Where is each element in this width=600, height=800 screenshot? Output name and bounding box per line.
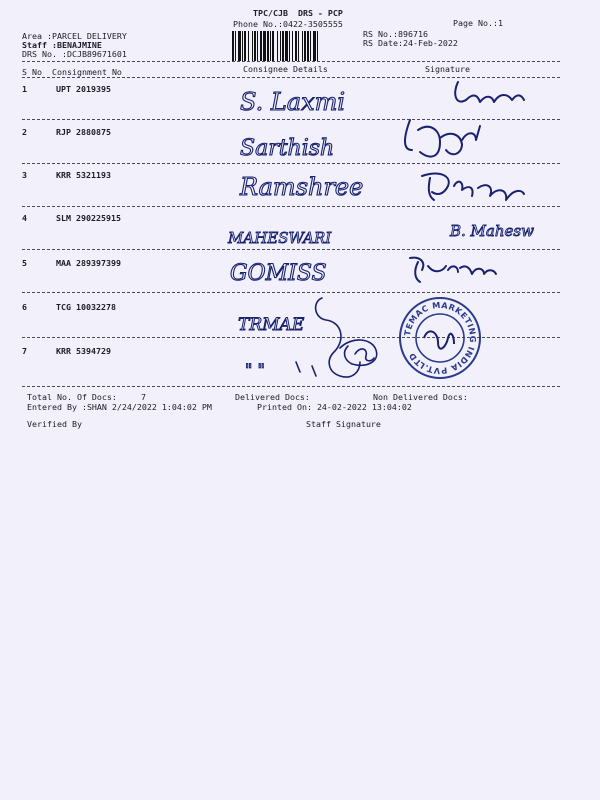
document-title: TPC/CJB DRS - PCP: [253, 8, 343, 18]
area-label: Area :PARCEL DELIVERY: [22, 31, 127, 41]
svg-text:TEMAC MARKETING INDIA PVT.LTD: [402, 300, 478, 376]
signature-scribble: [410, 258, 496, 282]
staff-label: Staff :BENAJMINE: [22, 40, 102, 50]
row-consignment-no: UPT 2019395: [56, 84, 111, 94]
row-consignment-no: KRR 5321193: [56, 170, 111, 180]
delivered-docs-label: Delivered Docs:: [235, 392, 310, 402]
row-sno: 3: [22, 170, 27, 180]
consignee-handwritten-1: S. Laxmi: [240, 88, 346, 116]
consignee-handwritten-2: Sarthish: [240, 136, 335, 161]
row-sno: 6: [22, 302, 27, 312]
row-sno: 1: [22, 84, 27, 94]
row-sno: 4: [22, 213, 27, 223]
rs-number: RS No.:896716: [363, 29, 428, 39]
verified-by-label: Verified By: [27, 419, 82, 429]
phone-number: Phone No.:0422-3505555: [233, 19, 343, 29]
staff-signature-label: Staff Signature: [306, 419, 381, 429]
consignee-handwritten-6: TRMAE: [238, 315, 305, 335]
entered-by: Entered By :SHAN 2/24/2022 1:04:02 PM: [27, 402, 212, 412]
column-header-consignment: Consignment No: [52, 67, 122, 77]
loop-mark: [296, 298, 377, 377]
rs-date: RS Date:24-Feb-2022: [363, 38, 458, 48]
total-docs-label: Total No. Of Docs:: [27, 392, 117, 402]
consignee-handwritten-5: GOMISS: [230, 261, 327, 286]
row-consignment-no: RJP 2880875: [56, 127, 111, 137]
row-consignment-no: TCG 10032278: [56, 302, 116, 312]
signature-handwritten-4: B. Mahesw: [450, 222, 534, 240]
total-docs-value: 7: [141, 392, 146, 402]
consignee-handwritten-4: MAHESWARI: [228, 229, 332, 247]
consignee-handwritten-7: " ": [245, 360, 265, 379]
row-sno: 7: [22, 346, 27, 356]
row-consignment-no: KRR 5394729: [56, 346, 111, 356]
column-header-consignee: Consignee Details: [243, 64, 328, 74]
row-sno: 5: [22, 258, 27, 268]
column-header-signature: Signature: [425, 64, 470, 74]
row-consignment-no: MAA 289397399: [56, 258, 121, 268]
row-sno: 2: [22, 127, 27, 137]
non-delivered-docs-label: Non Delivered Docs:: [373, 392, 468, 402]
column-header-sno: S No: [22, 67, 42, 77]
drs-number: DRS No. :DCJB89671601: [22, 49, 127, 59]
company-stamp: [398, 296, 482, 384]
stamp-text: TEMAC MARKETING INDIA PVT.LTD: [402, 299, 479, 377]
printed-on: Printed On: 24-02-2022 13:04:02: [257, 402, 412, 412]
page-number: Page No.:1: [453, 18, 503, 28]
signature-scribble: [455, 82, 524, 102]
signature-scribble: [422, 174, 524, 200]
signature-scribble: [405, 120, 480, 157]
row-consignment-no: SLM 290225915: [56, 213, 121, 223]
consignee-handwritten-3: Ramshree: [240, 173, 364, 201]
